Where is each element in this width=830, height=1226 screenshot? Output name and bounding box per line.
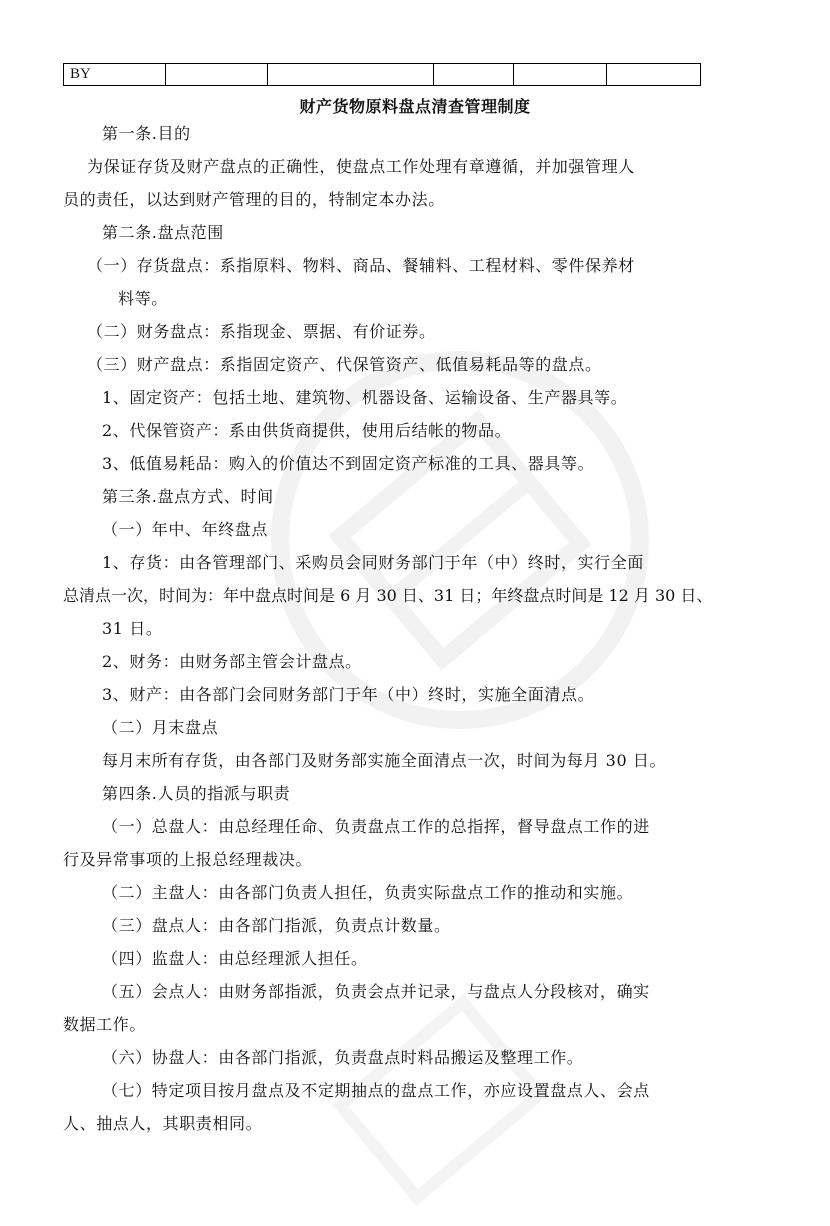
- table-cell: BY: [64, 64, 166, 86]
- table-cell: [607, 64, 701, 86]
- paragraph-line: （一）年中、年终盘点: [102, 520, 269, 539]
- paragraph-line: 3、低值易耗品：购入的价值达不到固定资产标准的工具、器具等。: [102, 454, 595, 473]
- paragraph-line: 人、抽点人，其职责相同。: [63, 1114, 263, 1133]
- table-cell: [268, 64, 434, 86]
- header-table: [63, 63, 701, 86]
- paragraph-line: （三）财产盘点：系指固定资产、代保管资产、低值易耗品等的盘点。: [87, 355, 602, 374]
- paragraph-line: 为保证存货及财产盘点的正确性，使盘点工作处理有章遵循，并加强管理人: [87, 157, 635, 176]
- paragraph-line: （四）监盘人：由总经理派人担任。: [102, 949, 368, 968]
- paragraph-line: 1、存货：由各管理部门、采购员会同财务部门于年（中）终时，实行全面: [102, 553, 644, 572]
- paragraph-line: 料等。: [118, 289, 168, 308]
- article-heading: 第一条.目的: [102, 124, 191, 143]
- table-row: [64, 64, 701, 86]
- article-heading: 第二条.盘点范围: [102, 223, 224, 242]
- paragraph-line: （七）特定项目按月盘点及不定期抽点的盘点工作，亦应设置盘点人、会点: [102, 1081, 650, 1100]
- paragraph-line: （五）会点人：由财务部指派，负责会点并记录，与盘点人分段核对，确实: [102, 982, 650, 1001]
- paragraph-line: 每月末所有存货，由各部门及财务部实施全面清点一次，时间为每月 30 日。: [102, 751, 667, 770]
- article-heading: 第四条.人员的指派与职责: [102, 784, 291, 803]
- paragraph-line: 数据工作。: [63, 1015, 147, 1034]
- paragraph-line: （一）总盘人：由总经理任命、负责盘点工作的总指挥，督导盘点工作的进: [102, 817, 650, 836]
- paragraph-line: 2、代保管资产：系由供货商提供，使用后结帐的物品。: [102, 421, 512, 440]
- table-cell: [514, 64, 607, 86]
- paragraph-line: （六）协盘人：由各部门指派，负责盘点时料品搬运及整理工作。: [102, 1048, 584, 1067]
- table-cell: [434, 64, 514, 86]
- paragraph-line: （二）财务盘点：系指现金、票据、有价证券。: [87, 322, 436, 341]
- paragraph-line: 3、财产：由各部门会同财务部门于年（中）终时，实施全面清点。: [102, 685, 595, 704]
- paragraph-line: 1、固定资产：包括土地、建筑物、机器设备、运输设备、生产器具等。: [102, 388, 628, 407]
- document-title: 财产货物原料盘点清查管理制度: [299, 97, 531, 116]
- paragraph-line: 员的责任，以达到财产管理的目的，特制定本办法。: [63, 190, 445, 209]
- paragraph-line: （二）主盘人：由各部门负责人担任，负责实际盘点工作的推动和实施。: [102, 883, 634, 902]
- paragraph-line: （三）盘点人：由各部门指派，负责点计数量。: [102, 916, 451, 935]
- paragraph-line: 31 日。: [102, 619, 163, 638]
- paragraph-line: （二）月末盘点: [102, 718, 219, 737]
- table-cell: [166, 64, 268, 86]
- article-heading: 第三条.盘点方式、时间: [102, 487, 274, 506]
- paragraph-line: （一）存货盘点：系指原料、物料、商品、餐辅料、工程材料、零件保养材: [87, 256, 635, 275]
- paragraph-line: 行及异常事项的上报总经理裁决。: [63, 850, 313, 869]
- paragraph-line: 总清点一次，时间为：年中盘点时间是 6 月 30 日、31 日；年终盘点时间是 12 月 30 日、: [63, 586, 713, 605]
- paragraph-line: 2、财务：由财务部主管会计盘点。: [102, 652, 362, 671]
